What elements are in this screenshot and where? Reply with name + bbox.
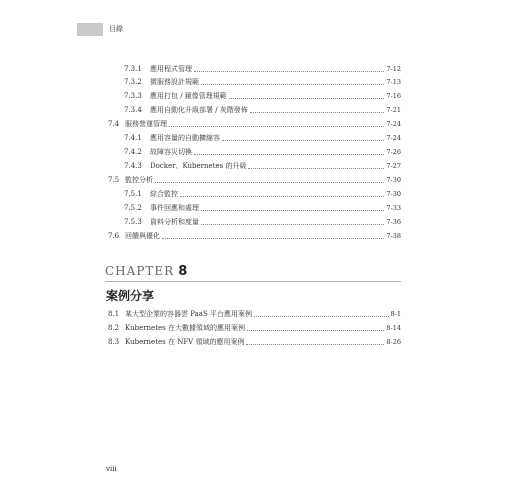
dot-leader xyxy=(155,182,384,183)
toc-entry xyxy=(124,160,401,172)
chapter-heading xyxy=(105,264,188,279)
toc-entry-number: 7.6 xyxy=(108,232,120,240)
dot-leader xyxy=(222,140,384,141)
page-number: viii xyxy=(106,465,117,473)
toc-entry-number: 7.4.2 xyxy=(124,148,142,156)
toc-entry xyxy=(124,216,401,228)
chapter-number: 8 xyxy=(178,264,189,279)
toc-entry-number: 7.3.3 xyxy=(124,92,142,100)
dot-leader xyxy=(194,154,384,155)
dot-leader xyxy=(229,98,385,99)
toc-entry-number: 7.5.3 xyxy=(124,218,142,226)
toc-entry-number: 7.5 xyxy=(108,176,120,184)
toc-entry-page: 7-16 xyxy=(386,92,401,100)
dot-leader xyxy=(169,126,384,127)
dot-leader xyxy=(246,344,384,345)
toc-entry-page: 8-26 xyxy=(386,338,401,346)
toc-entry-page: 7-26 xyxy=(386,148,401,156)
toc-entry-page: 7-38 xyxy=(386,232,401,240)
toc-entry-page: 8-14 xyxy=(386,324,401,332)
toc-entry xyxy=(124,188,401,200)
toc-entry-number: 7.5.1 xyxy=(124,190,142,198)
header-tab-marker xyxy=(77,23,103,36)
toc-entry-title: 回饋與優化 xyxy=(125,232,160,240)
toc-entry-page: 7-27 xyxy=(386,162,401,170)
toc-entry-title: Docker、Kubernetes 的升級 xyxy=(150,162,247,170)
toc-entry xyxy=(108,118,401,130)
running-header: 目錄 xyxy=(109,25,123,33)
toc-entry-title: 資料分析和度量 xyxy=(150,218,199,226)
dot-leader xyxy=(201,84,384,85)
dot-leader xyxy=(194,71,384,72)
toc-entry-title: 應用自動化升級部署 / 灰階發佈 xyxy=(150,106,248,114)
toc-entry-number: 8.2 xyxy=(108,324,120,332)
toc-entry-title: 應用程式管理 xyxy=(150,65,192,73)
toc-entry xyxy=(108,322,401,334)
toc-entry-number: 8.1 xyxy=(108,310,120,318)
toc-entry xyxy=(124,63,401,75)
toc-entry-page: 7-30 xyxy=(386,190,401,198)
dot-leader xyxy=(250,112,385,113)
toc-entry-number: 7.3.2 xyxy=(124,78,142,86)
toc-entry-page: 7-36 xyxy=(386,218,401,226)
dot-leader xyxy=(162,238,384,239)
toc-entry-number: 7.5.2 xyxy=(124,204,142,212)
toc-entry-title: 綜合監控 xyxy=(150,190,178,198)
toc-entry-title: 應用容量的自動擴縮容 xyxy=(150,134,220,142)
chapter-title: 案例分享 xyxy=(106,289,155,303)
toc-entry-number: 7.3.4 xyxy=(124,106,142,114)
toc-entry-page: 7-12 xyxy=(386,65,401,73)
toc-entry xyxy=(108,230,401,242)
toc-entry-title: 服務營運管理 xyxy=(125,120,167,128)
toc-entry-page: 7-24 xyxy=(386,134,401,142)
dot-leader xyxy=(247,330,384,331)
toc-entry xyxy=(108,308,401,320)
toc-entry-title: 某大型企業的容器雲 PaaS 平台應用案例 xyxy=(125,310,252,318)
toc-entry-title: Kubernetes 在大數據領域的應用案例 xyxy=(125,324,245,332)
toc-entry-page: 7-24 xyxy=(386,120,401,128)
toc-entry-number: 8.3 xyxy=(108,338,120,346)
toc-entry xyxy=(124,90,401,102)
toc-entry xyxy=(124,76,401,88)
toc-entry xyxy=(124,104,401,116)
chapter-label-text: CHAPTER xyxy=(105,264,175,278)
toc-entry-title: 故障容災切換 xyxy=(150,148,192,156)
toc-entry-number: 7.3.1 xyxy=(124,65,142,73)
toc-entry-number: 7.4.3 xyxy=(124,162,142,170)
dot-leader xyxy=(201,210,384,211)
toc-entry-title: 應用打包 / 鏡像管理規範 xyxy=(150,92,227,100)
toc-entry-title: 事件回應和處理 xyxy=(150,204,199,212)
toc-entry xyxy=(124,146,401,158)
toc-entry-page: 7-30 xyxy=(386,176,401,184)
toc-entry-number: 7.4 xyxy=(108,120,120,128)
toc-entry xyxy=(108,336,401,348)
dot-leader xyxy=(201,224,384,225)
toc-entry-title: 微服務設計規範 xyxy=(150,78,199,86)
toc-entry-page: 7-13 xyxy=(386,78,401,86)
toc-entry-page: 8-1 xyxy=(390,310,401,318)
toc-entry-page: 7-33 xyxy=(386,204,401,212)
dot-leader xyxy=(248,168,384,169)
toc-entry xyxy=(124,202,401,214)
toc-entry-title: 監控分析 xyxy=(125,176,153,184)
dot-leader xyxy=(254,316,389,317)
dot-leader xyxy=(180,196,384,197)
chapter-divider xyxy=(105,281,401,282)
toc-entry-number: 7.4.1 xyxy=(124,134,142,142)
toc-entry xyxy=(108,174,401,186)
toc-entry-title: Kubernetes 在 NFV 領域的應用案例 xyxy=(125,338,245,346)
toc-entry-page: 7-21 xyxy=(386,106,401,114)
toc-entry xyxy=(124,132,401,144)
